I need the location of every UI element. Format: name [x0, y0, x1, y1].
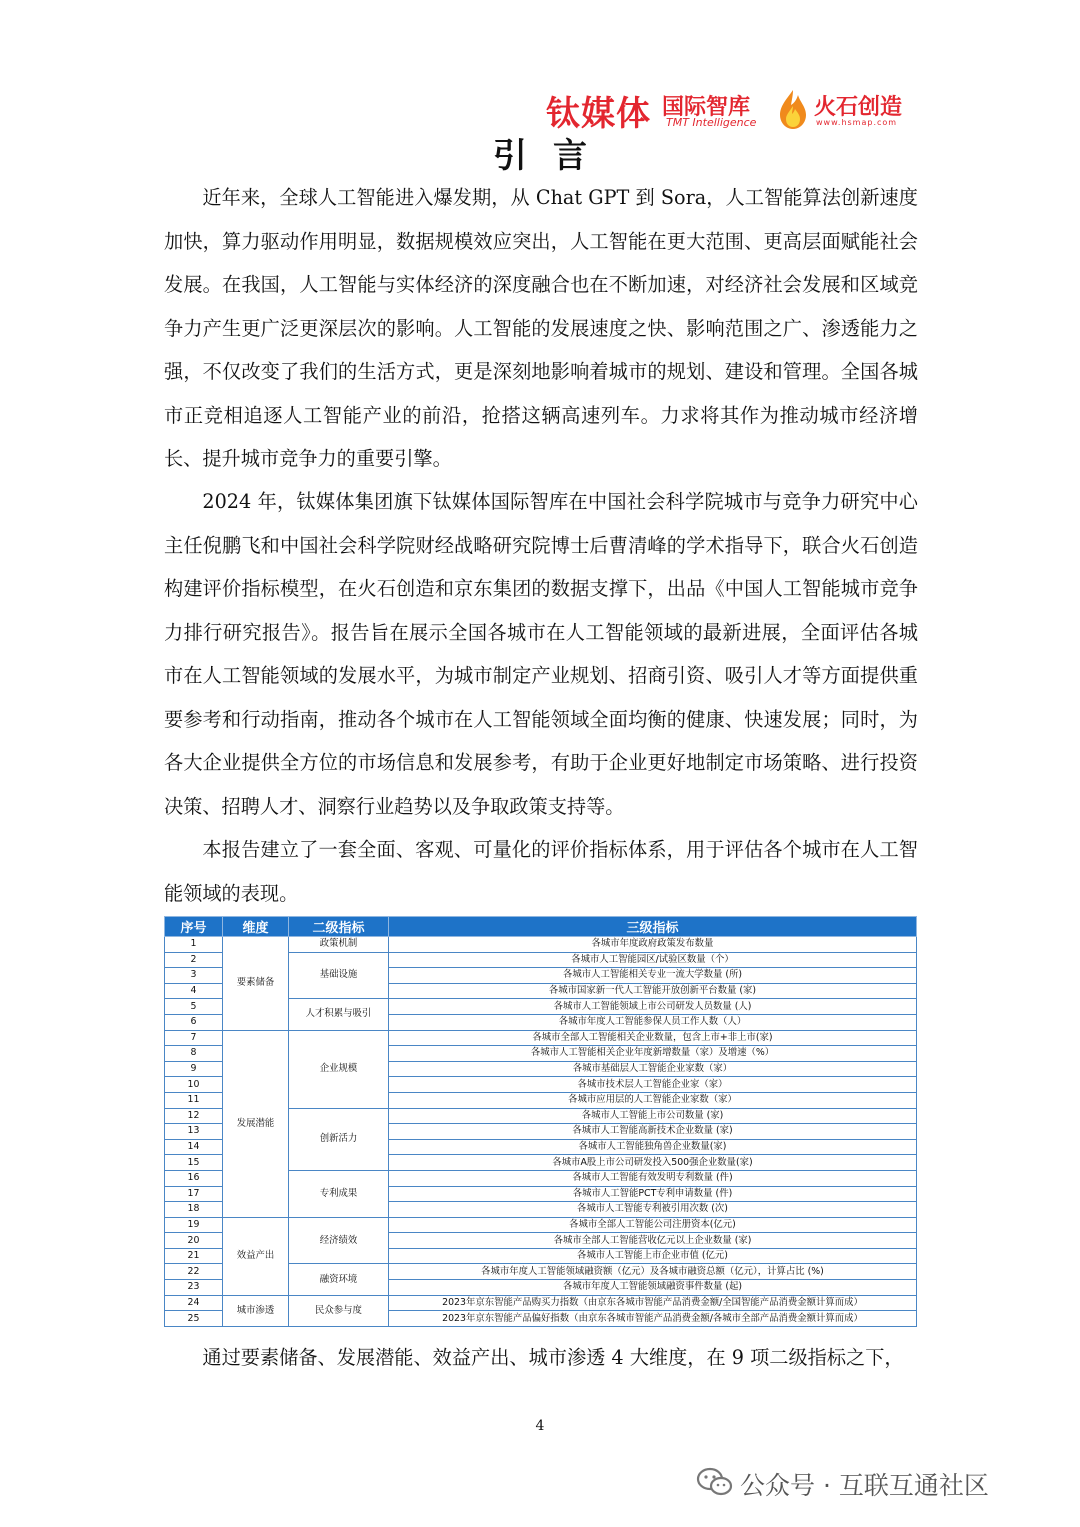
row-no: 5	[165, 999, 223, 1015]
wechat-watermark	[696, 1462, 1056, 1502]
indicator-cell: 各城市年度人工智能领域融资事件数量 (起)	[389, 1280, 917, 1296]
indicator-cell: 各城市人工智能领域上市公司研发人员数量 (人)	[389, 999, 917, 1015]
row-no: 18	[165, 1202, 223, 1218]
dimension-cell: 发展潜能	[223, 1030, 289, 1217]
intro-paragraph-3: 本报告建立了一套全面、客观、可量化的评价指标体系，用于评估各个城市在人工智能领域的表现。	[164, 838, 918, 905]
indicator-cell: 各城市人工智能高新技术企业数量 (家)	[389, 1124, 917, 1140]
indicator-cell: 各城市基础层人工智能企业家数（家）	[389, 1061, 917, 1077]
row-no: 25	[165, 1311, 223, 1327]
row-no: 7	[165, 1030, 223, 1046]
dimension-cell: 要素储备	[223, 937, 289, 1031]
indicator-table	[164, 916, 917, 1327]
row-no: 22	[165, 1264, 223, 1280]
hsmap-logo-name: 火石创造	[814, 95, 903, 120]
indicator-cell: 各城市年度人工智能领域融资额（亿元）及各城市融资总额（亿元），计算占比 (%)	[389, 1264, 917, 1280]
secondary-cell: 企业规模	[289, 1030, 389, 1108]
hsmap-logo-url: www.hsmap.com	[816, 118, 898, 127]
intro-paragraph-4: 通过要素储备、发展潜能、效益产出、城市渗透 4 大维度，在 9 项二级指标之下，	[202, 1346, 904, 1369]
page-number: 4	[535, 1418, 545, 1434]
intro-paragraph-2: 2024 年，钛媒体集团旗下钛媒体国际智库在中国社会科学院城市与竞争力研究中心主任倪鹏飞和中国社会科学院财经战略研究院博士后曹清峰的学术指导下，联合火石创造构建评价指标模型，在火石创造和京东集团的数据支撑下，出品《中国人工智能城市竞争力排行研究报告》。报告旨在展示全国各城市在人工智能领域的最新进展，全面评估各城市在人工智能领域的发展水平，为城市制定产业规划、招商引资、吸引人才等方面提供重要参考和行动指南，推动各个城市在人工智能领域全面均衡的健康、快速发展；同时，为各大企业提供全方位的市场信息和发展参考，有助于企业更好地制定市场策略、进行投资决策、招聘人才、洞察行业趋势以及争取政策支持等。	[164, 490, 918, 818]
header-tertiary: 三级指标	[389, 917, 917, 937]
row-no: 10	[165, 1077, 223, 1093]
secondary-cell: 融资环境	[289, 1264, 389, 1295]
secondary-cell: 创新活力	[289, 1108, 389, 1170]
indicator-cell: 2023年京东智能产品购买力指数（由京东各城市智能产品消费金额/全国智能产品消费金额计算而成）	[389, 1295, 917, 1311]
indicator-cell: 各城市全部人工智能相关企业数量，包含上市+非上市(家)	[389, 1030, 917, 1046]
indicator-cell: 各城市人工智能有效发明专利数量 (件)	[389, 1170, 917, 1186]
tmt-logo-cn: 钛媒体	[546, 94, 651, 134]
indicator-cell: 各城市人工智能上市公司数量 (家)	[389, 1108, 917, 1124]
wechat-icon	[696, 1466, 734, 1498]
indicator-cell: 各城市A股上市公司研发投入500强企业数量(家)	[389, 1155, 917, 1171]
indicator-cell: 各城市年度政府政策发布数量	[389, 937, 917, 953]
header-dimension: 维度	[223, 917, 289, 937]
table-row	[165, 1295, 917, 1311]
intro-paragraph-1: 近年来，全球人工智能进入爆发期，从 Chat GPT 到 Sora，人工智能算法创新速度加快，算力驱动作用明显，数据规模效应突出，人工智能在更大范围、更高层面赋能社会发展。在我国，人工智能与实体经济的深度融合也在不断加速，对经济社会发展和区域竞争力产生更广泛更深层次的影响。人工智能的发展速度之快、影响范围之广、渗透能力之强，不仅改变了我们的生活方式，更是深刻地影响着城市的规划、建设和管理。全国各城市正竞相追逐人工智能产业的前沿，抢搭这辆高速列车。力求将其作为推动城市经济增长、提升城市竞争力的重要引擎。	[164, 186, 918, 470]
row-no: 17	[165, 1186, 223, 1202]
tmt-logo-cn2: 国际智库	[662, 95, 751, 120]
indicator-cell: 各城市人工智能相关企业年度新增数量（家）及增速（%）	[389, 1046, 917, 1062]
row-no: 2	[165, 952, 223, 968]
secondary-cell: 人才积累与吸引	[289, 999, 389, 1030]
indicator-cell: 2023年京东智能产品偏好指数（由京东各城市智能产品消费金额/各城市全部产品消费金额计算而成）	[389, 1311, 917, 1327]
secondary-cell: 经济绩效	[289, 1217, 389, 1264]
row-no: 6	[165, 1014, 223, 1030]
row-no: 4	[165, 983, 223, 999]
indicator-cell: 各城市年度人工智能参保人员工作人数（人）	[389, 1014, 917, 1030]
header-no: 序号	[165, 917, 223, 937]
dimension-cell: 效益产出	[223, 1217, 289, 1295]
secondary-cell: 政策机制	[289, 937, 389, 953]
page-title: 引言	[493, 136, 613, 176]
secondary-cell: 民众参与度	[289, 1295, 389, 1326]
table-row	[165, 937, 917, 953]
row-no: 20	[165, 1233, 223, 1249]
indicator-cell: 各城市人工智能专利被引用次数 (次)	[389, 1202, 917, 1218]
row-no: 21	[165, 1248, 223, 1264]
indicator-cell: 各城市应用层的人工智能企业家数（家）	[389, 1092, 917, 1108]
indicator-cell: 各城市人工智能相关专业一流大学数量 (所)	[389, 968, 917, 984]
row-no: 13	[165, 1124, 223, 1140]
row-no: 14	[165, 1139, 223, 1155]
flame-icon	[776, 88, 810, 130]
indicator-cell: 各城市国家新一代人工智能开放创新平台数量 (家)	[389, 983, 917, 999]
indicator-cell: 各城市技术层人工智能企业家（家）	[389, 1077, 917, 1093]
row-no: 19	[165, 1217, 223, 1233]
row-no: 11	[165, 1092, 223, 1108]
table-header-row	[165, 917, 917, 937]
row-no: 15	[165, 1155, 223, 1171]
row-no: 23	[165, 1280, 223, 1296]
indicator-cell: 各城市全部人工智能公司注册资本(亿元)	[389, 1217, 917, 1233]
watermark-text: 公众号 · 互联互通社区	[740, 1471, 989, 1500]
indicator-cell: 各城市全部人工智能营收亿元以上企业数量 (家)	[389, 1233, 917, 1249]
indicator-cell: 各城市人工智能PCT专利申请数量 (件)	[389, 1186, 917, 1202]
dimension-cell: 城市渗透	[223, 1295, 289, 1326]
indicator-cell: 各城市人工智能独角兽企业数量(家)	[389, 1139, 917, 1155]
row-no: 1	[165, 937, 223, 953]
row-no: 8	[165, 1046, 223, 1062]
row-no: 9	[165, 1061, 223, 1077]
indicator-cell: 各城市人工智能上市企业市值 (亿元)	[389, 1248, 917, 1264]
tmt-logo-en: TMT Intelligence	[666, 116, 757, 129]
table-row	[165, 1030, 917, 1046]
row-no: 3	[165, 968, 223, 984]
indicator-cell: 各城市人工智能园区/试验区数量（个）	[389, 952, 917, 968]
secondary-cell: 专利成果	[289, 1170, 389, 1217]
secondary-cell: 基础设施	[289, 952, 389, 999]
header-secondary: 二级指标	[289, 917, 389, 937]
header-logos	[540, 84, 920, 134]
table-row	[165, 1217, 917, 1233]
row-no: 16	[165, 1170, 223, 1186]
row-no: 12	[165, 1108, 223, 1124]
hsmap-logo	[776, 88, 916, 132]
row-no: 24	[165, 1295, 223, 1311]
